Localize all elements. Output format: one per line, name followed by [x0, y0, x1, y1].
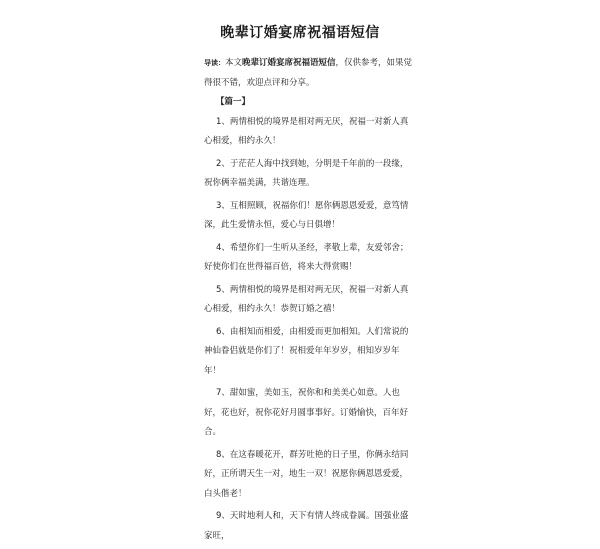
- paragraph-8: 8、在这春暖花开，群芳吐艳的日子里，你俩永结同好，正所谓天生一对，地生一双！祝愿你俩恩恩爱爱，白头偕老！: [204, 449, 409, 499]
- paragraph-5: 5、两情相悦的境界是相对两无厌，祝福一对新人真心相爱，相约永久！恭贺订婚之禧！: [204, 284, 409, 314]
- paragraph-7: 7、甜如蜜，美如玉，祝你和和美美心如意。人也好，花也好，祝你花好月圆事事好。订婚愉快，百年好合。: [204, 388, 409, 437]
- document-body: [204, 54, 414, 549]
- lead-rest: ，仅供参考，如果觉得很不错，欢迎点评和分享。: [204, 58, 413, 88]
- lead-title-reference: 晚辈订婚宴席祝福语短信: [242, 58, 336, 68]
- section-heading: 【篇一】: [216, 97, 251, 107]
- lead-paragraph: [204, 54, 414, 93]
- paragraph-4: 4、希望你们一生听从圣经，孝敬上辈，友爱邻舍；好使你们在世得福百倍，将来大得赏赐！: [204, 242, 409, 272]
- paragraph-6: 6、由相知而相爱，由相爱而更加相知。人们常说的神仙眷侣就是你们了！祝相爱年年岁岁，相知岁岁年年！: [204, 326, 409, 376]
- lead-prefix: 本文: [225, 58, 243, 68]
- document-title: 晚辈订婚宴席祝福语短信: [220, 25, 380, 41]
- lead-tag: 导读：: [204, 59, 225, 67]
- paragraph-1: 1、两情相悦的境界是相对两无厌，祝福一对新人真心相爱，相约永久！: [204, 116, 409, 146]
- paragraph-2: 2、于茫茫人海中找到她，分明是千年前的一段缘，祝你俩幸福美满，共谐连理。: [204, 158, 409, 188]
- paragraph-3: 3、互相照顾，祝福你们！愿你俩恩恩爱爱，意笃情深，此生爱情永恒，爱心与日俱增！: [204, 200, 409, 230]
- paragraph-9: 9、天时地利人和，天下有情人终成眷属。国强业盛家旺，: [204, 511, 409, 541]
